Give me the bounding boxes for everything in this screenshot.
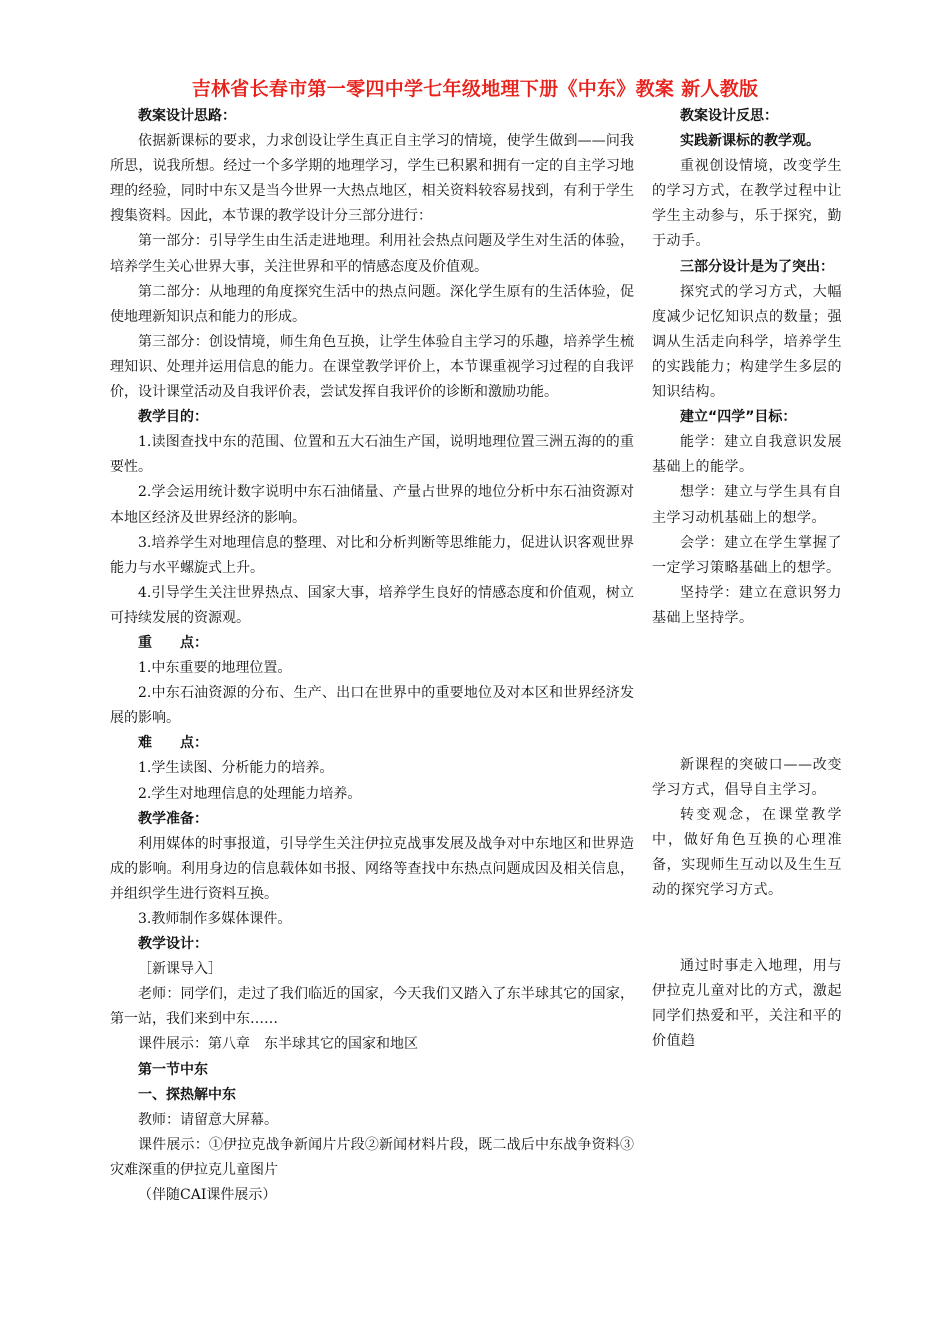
side-heading: 建立“四学”目标： — [680, 409, 797, 426]
side-paragraph: 能学：建立自我意识发展基础上的能学。 — [652, 434, 842, 476]
main-paragraph: 课件展示：第八章 东半球其它的国家和地区 — [138, 1036, 418, 1053]
side-paragraph: 新课程的突破口——改变学习方式，倡导自主学习。 — [652, 756, 842, 799]
side-paragraph: 坚持学：建立在意识努力基础上坚持学。 — [652, 584, 842, 626]
main-heading: 第一节中东 — [138, 1061, 208, 1078]
main-heading: 一、探热解中东 — [138, 1086, 236, 1103]
main-paragraph: 老师：同学们，走过了我们临近的国家，今天我们又踏入了东半球其它的国家，第一站，我们来到中东…… — [110, 986, 634, 1028]
side-paragraph: 通过时事走入地理，用与伊拉克儿童对比的方式，激起同学们热爱和平，关注和平的价值趋 — [652, 957, 842, 1049]
main-heading: 教案设计思路： — [138, 108, 236, 124]
page-title: 吉林省长春市第一零四中学七年级地理下册《中东》教案 新人教版 — [191, 78, 759, 100]
main-paragraph: 4.引导学生关注世界热点、国家大事，培养学生良好的情感态度和价值观，树立可持续发展的资源观。 — [110, 584, 634, 626]
side-paragraph: 会学：建立在学生掌握了一定学习策略基础上的想学。 — [652, 534, 842, 576]
side-heading: 三部分设计是为了突出： — [680, 258, 834, 275]
main-paragraph: （伴随CAI课件展示） — [138, 1187, 277, 1204]
main-paragraph: ［新课导入］ — [138, 961, 222, 978]
main-heading: 教学目的： — [138, 409, 208, 426]
side-heading: 实践新课标的教学观。 — [680, 133, 820, 150]
side-paragraph: 探究式的学习方式，大幅度减少记忆知识点的数量；强调从生活走向科学，培养学生的实践能力；构建学生多层的知识结构。 — [652, 283, 842, 401]
main-paragraph: 2.学生对地理信息的处理能力培养。 — [138, 785, 362, 802]
side-paragraph: 想学：建立与学生具有自主学习动机基础上的想学。 — [652, 484, 842, 526]
main-paragraph: 2.中东石油资源的分布、生产、出口在世界中的重要地位及对本区和世界经济发展的影响。 — [110, 685, 634, 727]
main-paragraph: 教师：请留意大屏幕。 — [138, 1111, 278, 1128]
main-paragraph: 3.培养学生对地理信息的整理、对比和分析判断等思维能力，促进认识客观世界能力与水平螺旋式上升。 — [110, 534, 634, 576]
main-paragraph: 第一部分：引导学生由生活走进地理。利用社会热点问题及学生对生活的体验，培养学生关心世界大事，关注世界和平的情感态度及价值观。 — [110, 233, 634, 275]
main-heading: 难 点： — [138, 735, 208, 752]
side-heading: 教案设计反思： — [680, 108, 778, 124]
side-spacer — [652, 904, 842, 954]
main-paragraph: 依据新课标的要求，力求创设让学生真正自主学习的情境，使学生做到——问我所思，说我所想。经过一个多学期的地理学习，学生已积累和拥有一定的自主学习地理的经验，同时中东又是当今世界一大热点地区，相关资料较容易找到，有利于学生搜集资料。因此，本节课的教学设计分三部分进行： — [110, 133, 634, 225]
main-paragraph: 第三部分：创设情境，师生角色互换，让学生体验自主学习的乐趣，培养学生梳理知识、处理并运用信息的能力。在课堂教学评价上，本节课重视学习过程的自我评价，设计课堂活动及自我评价表，尝试发挥自我评价的诊断和激励功能。 — [110, 333, 634, 401]
main-paragraph: 3.教师制作多媒体课件。 — [138, 911, 292, 927]
main-paragraph: 1.读图查找中东的范围、位置和五大石油生产国，说明地理位置三洲五海的的重要性。 — [110, 434, 634, 476]
main-column — [110, 104, 634, 1208]
main-paragraph: 1.学生读图、分析能力的培养。 — [138, 760, 334, 777]
side-paragraph: 转变观念，在课堂教学中，做好角色互换的心理准备，实现师生互动以及生生互动的探究学习方式。 — [652, 807, 842, 899]
main-paragraph: 课件展示：①伊拉克战争新闻片片段②新闻材料片段，既二战后中东战争资料③灾难深重的伊拉克儿童图片 — [110, 1136, 634, 1178]
main-heading: 教学设计： — [138, 936, 208, 953]
main-paragraph: 1.中东重要的地理位置。 — [138, 660, 292, 677]
main-heading: 教学准备： — [138, 810, 208, 827]
main-paragraph: 2.学会运用统计数字说明中东石油储量、产量占世界的地位分析中东石油资源对本地区经济及世界经济的影响。 — [110, 484, 634, 526]
main-paragraph: 第二部分：从地理的角度探究生活中的热点问题。深化学生原有的生活体验，促使地理新知识点和能力的形成。 — [110, 283, 634, 325]
main-heading: 重 点： — [138, 634, 208, 651]
main-paragraph: 利用媒体的时事报道，引导学生关注伊拉克战事发展及战争对中东地区和世界造成的影响。利用身边的信息载体如书报、网络等查找中东热点问题成因及相关信息，并组织学生进行资料互换。 — [110, 835, 634, 902]
reflection-column — [652, 104, 842, 1054]
side-spacer — [652, 631, 842, 753]
side-paragraph: 重视创设情境，改变学生的学习方式，在教学过程中让学生主动参与，乐于探究，勤于动手。 — [652, 158, 842, 250]
